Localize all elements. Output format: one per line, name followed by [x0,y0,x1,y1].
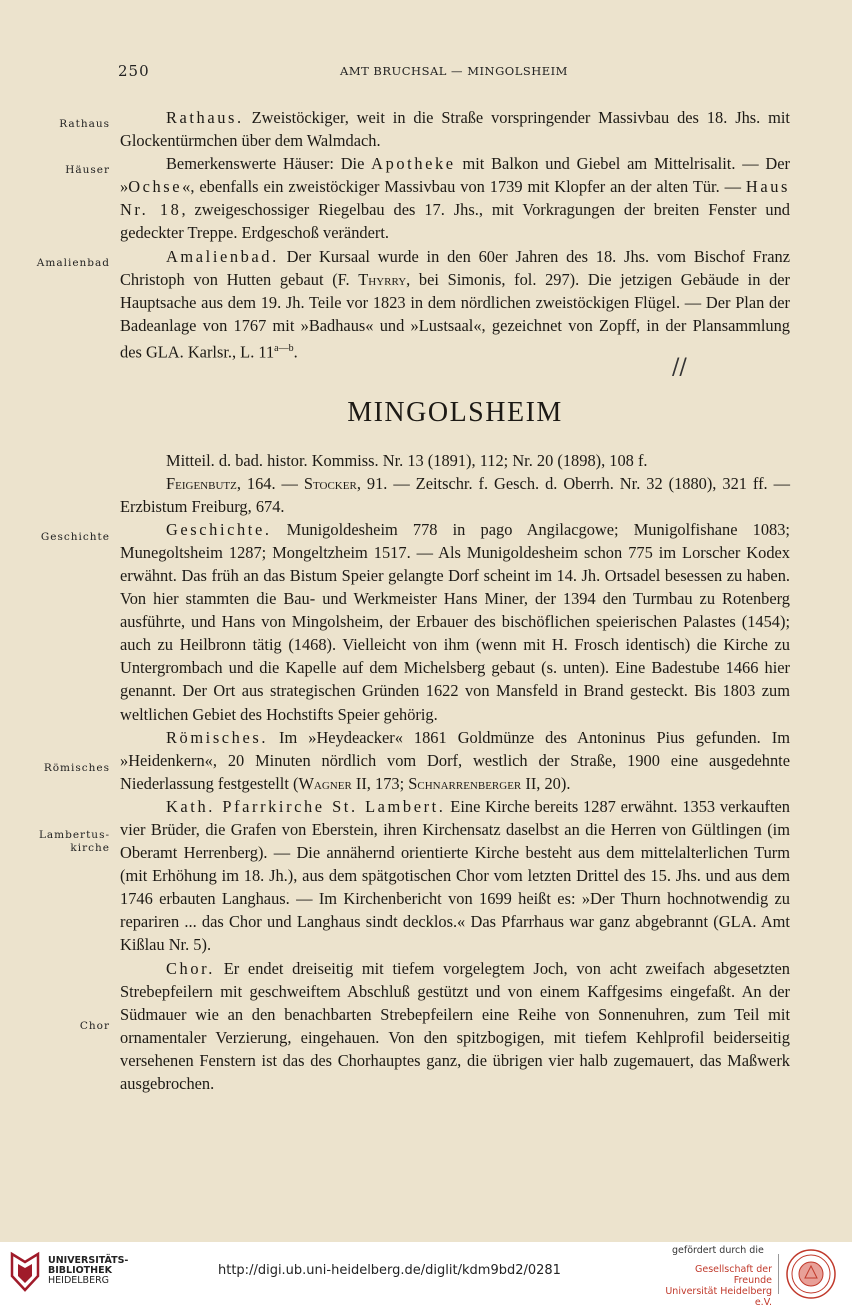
author-stocker: Stocker [303,473,357,493]
margin-note-chor: Chor [79,1020,110,1032]
sponsor-line-1: Gesellschaft der Freunde [695,1264,772,1286]
margin-note-haeuser: Häuser [65,164,110,176]
text-amalienbad-3: . [293,342,298,362]
margin-note-roemisches: Römisches [43,762,110,774]
library-name-line-1: UNIVERSITÄTS- [48,1255,129,1266]
margin-note-amalienbad: Amalienbad [36,257,110,269]
lead-amalienbad: Amalienbad. [166,246,279,266]
text-haeuser-4: , zweigeschossiger Riegelbau des 17. Jhs., mit Vorkragungen der breiten Fenster und gedeckter Treppe. Erdgeschoß verändert. [120,200,790,243]
section-end-mark: // [672,355,687,380]
lead-geschichte: Geschichte. [166,519,272,539]
superscript-ab: a—b [274,342,294,354]
running-title: AMT BRUCHSAL — MINGOLSHEIM [340,64,568,78]
library-name-line-2: BIBLIOTHEK [48,1265,112,1276]
text-haeuser-1: Bemerkenswerte Häuser: Die [166,154,372,174]
paragraph-literature-1 [120,449,790,472]
lead-rathaus: Rathaus. [166,108,244,127]
paragraph-amalienbad [120,245,790,364]
paragraph-haeuser [120,152,790,244]
literature-text-2: , 91. — Zeitschr. f. Gesch. d. Oberrh. Nr. 32 (1880), 321 ff. — Erzbistum Freiburg, 674. [120,473,790,516]
spaced-ochse: Ochse [128,177,183,197]
paragraph-roemisches [120,726,790,795]
library-logo-icon [10,1250,40,1294]
margin-note-lambertus: Lambertus- [38,829,110,841]
spaced-haus: Haus Nr. 18 [120,177,790,220]
spaced-apotheke: Apotheke [371,154,456,174]
text-roemisches-2: II, 173; [351,773,409,793]
paragraph-kirche [120,795,790,957]
page-body [120,106,790,1095]
library-name [48,1256,128,1286]
page-number: 250 [118,62,150,80]
text-chor: Er endet dreiseitig mit tiefem vorgelegtem Joch, von acht zweifach abgesetzten Strebepfeilern mit geschweiftem Abschluß gestützt und von einem Kaffgesims eingefaßt. An der Südmauer wie an den benachbarten Strebepfeilern eine Reihe von Sonnenuhren, zum Teil mit ornamentaler Verzierung, eingehauen. Von den spitzbogigen, mit tiefem Kehlprofil beiderseitig versehenen Fenstern ist das des Chorhauptes ganz, die übrigen vier halb zugemauert, das Maßwerk ausgebrochen. [120,958,790,1094]
section-title: MINGOLSHEIM [347,396,563,428]
library-name-line-3: HEIDELBERG [48,1275,110,1286]
permalink-url[interactable]: http://digi.ub.uni-heidelberg.de/diglit/kdm9bd2/0281 [218,1263,561,1278]
text-haeuser-2: mit Balkon und Giebel am Mittelrisalit. — Der » [120,154,790,197]
author-schnarrenberger: Schnarrenberger [408,773,522,793]
paragraph-chor [120,957,790,1096]
viewer-footer [0,1242,852,1308]
lead-kirche: Kath. Pfarrkirche St. Lambert. [166,796,446,816]
text-haeuser-3: «, ebenfalls ein zweistöckiger Massivbau von 1739 mit Klopfer an der alten Tür. — [182,177,746,197]
literature-line-1: Mitteil. d. bad. histor. Kommiss. Nr. 13 (1891), 112; Nr. 20 (1898), 108 f. [166,450,648,470]
literature-text-1: , 164. — [236,473,304,493]
text-rathaus: Zweistöckiger, weit in die Straße vorspringender Massivbau des 18. Jhs. mit Glockentürmchen über dem Walmdach. [120,108,790,151]
paragraph-geschichte [120,518,790,726]
text-geschichte: Munigoldesheim 778 in pago Angilacgowe; Munigolfishane 1083; Munegoltsheim 1287; Mongeltzheim 1517. — Als Munigoldesheim schon 775 im Lorscher Kodex erwähnt. Das früh an das Bistum Speier gelangte Dorf scheint im 14. Jh. Ortsadel besessen zu haben. Von hier stammten die Bau- und Werkmeister Hans Miner, der 1394 den Turmbau zu Rotenberg ausführte, und Hans von Mingolsheim, der Erbauer des bischöflichen speierischen Palastes (1454); auch zu Heilbronn tätig (1468). Vielleicht von ihm (wenn mit H. Frosch identisch) die Kirche zu Untergrombach und die Kapelle auf dem Michelsberg gebaut (s. unten). Eine Badestube 1466 hier genannt. Der Ort aus strategischen Gründen 1622 von Mansfeld in Brand gesteckt. Bis 1803 zum weltlichen Gebiet des Hochstifts Speier gehörig. [120,519,790,724]
author-feigenbutz: Feigenbutz [166,473,237,493]
author-thyrry: Thyrry [358,269,407,289]
sponsor-name[interactable] [662,1264,772,1308]
sponsor-line-2: Universität Heidelberg e.V. [665,1286,772,1308]
lead-roemisches: Römisches. [166,727,269,747]
text-kirche: Eine Kirche bereits 1287 erwähnt. 1353 verkauften vier Brüder, die Grafen von Eberstein, ihren Kirchensatz daselbst an die Herren von Gültlingen (im Oberamt Herrenberg). — Die annähernd orientierte Kirche besteht aus dem mittelalterlichen Turm (mit Erhöhung im 18. Jh.), aus dem spätgotischen Chor vom letzten Drittel des 15. Jhs. und aus dem 1746 erbauten Langhaus. — Im Kirchenbericht von 1699 heißt es: »Der Thurn hochnotwendig zu repariren ... das Chor und Langhaus sindt decklos.« Das Pfarrhaus war ganz abgebrannt (GLA. Amt Kißlau Nr. 5). [120,796,791,955]
margin-note-rathaus: Rathaus [59,118,110,130]
margin-note-kirche: kirche [70,842,110,854]
university-seal-icon [785,1248,837,1300]
text-roemisches-3: II, 20). [521,773,571,793]
lead-chor: Chor. [166,958,215,978]
page-header [118,62,790,82]
sponsor-label: gefördert durch die [672,1245,764,1256]
text-amalienbad-1: Der Kursaal wurde in den 60er Jahren des 18. Jhs. vom Bischof Franz Christoph von Hutten gebaut (F. [120,246,790,289]
author-wagner: Wagner [298,773,352,793]
footer-divider [778,1254,779,1294]
margin-note-geschichte: Geschichte [40,531,110,543]
text-amalienbad-2: , bei Simonis, fol. 297). Die jetzigen Gebäude in der Hauptsache aus dem 19. Jh. Teile vor 1823 in dem nördlichen zweistöckigen Flügel. — Der Plan der Badeanlage von 1767 mit »Badhaus« und »Lustsaal«, gezeichnet von Zopff, in der Plansammlung des GLA. Karlsr., L. 11 [120,269,791,362]
paragraph-literature-2 [120,472,790,518]
paragraph-rathaus [120,106,790,152]
text-roemisches-1: Im »Heydeacker« 1861 Goldmünze des Antoninus Pius gefunden. Im »Heidenkern«, 20 Minuten nördlich vom Dorf, westlich der Straße, 1900 eine ausgedehnte Niederlassung festgestellt ( [120,727,790,793]
